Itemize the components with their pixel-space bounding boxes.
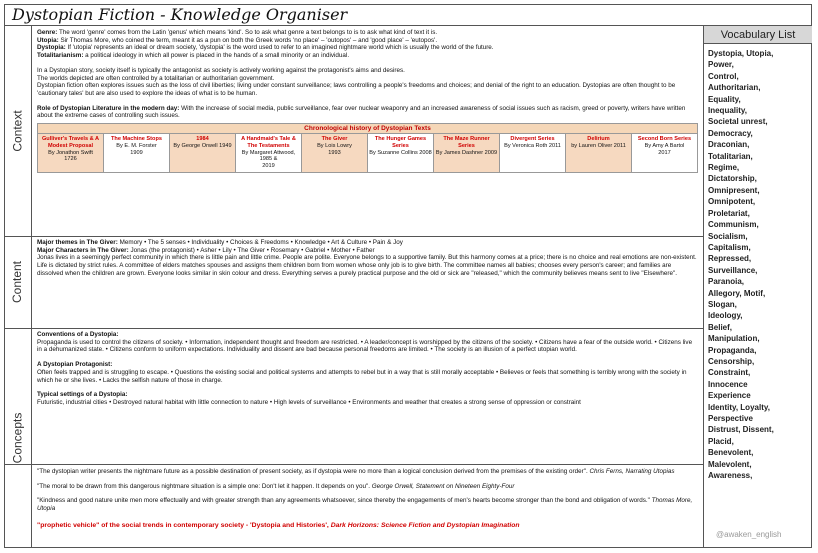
vocab-term: Experience [708, 391, 751, 401]
vocab-term: Paranoia, [708, 277, 745, 287]
timeline-item [38, 134, 104, 173]
vocab-term: Perspective [708, 414, 753, 423]
quote-orwell: "The moral to be drawn from this dangerous nightmare situation is a simple one: Don't let it happen. It depends on you". George Orwell, Statement on Nineteen Eighty-Four [37, 482, 515, 490]
settings-heading: Typical settings of a Dystopia: [37, 391, 128, 399]
vocab-term: Democracy, [708, 128, 753, 138]
vocab-term: Omnipresent, [708, 185, 760, 195]
vocab-term: Capitalism, [708, 242, 751, 252]
vocab-term: Placid, [708, 436, 734, 446]
vocab-term: Regime, [708, 163, 740, 173]
dystopia-para-2: The worlds depicted are often controlled by a totalitarian or authoritarian government. [37, 74, 275, 82]
vocab-term: Dystopia, Utopia, [708, 49, 774, 58]
quote-prophetic: "prophetic vehicle" of the social trends in contemporary society - 'Dystopia and Histories', Dark Horizons: Science Fiction and Dystopian Imagination [37, 521, 520, 529]
vocab-term: Omnipotent, [708, 197, 756, 207]
timeline-item [236, 134, 302, 173]
quote-more: "Kindness and good nature unite men more effectually and with greater strength than any agreements whatsoever, since thereby the engagements of men's hearts become stronger than the bond and obligation of words." Thomas More, Utopia [37, 497, 693, 513]
vocab-term: Awareness, [708, 471, 753, 481]
utopia-line: Utopia: Sir Thomas More, who coined the term, meant it as a pun on both the Greek words 'no place' – 'outopos' – and 'good place' – 'eutopos'. [37, 36, 438, 44]
timeline [37, 134, 698, 173]
characters-line: Major Characters in The Giver: Jonas (the protagonist) • Asher • Lily • The Giver • Rosemary • Gabriel • Mother • Father [37, 246, 375, 254]
vocab-term: Repressed, [708, 254, 752, 264]
timeline-title: Second Born Series [637, 136, 692, 143]
vocab-list [708, 48, 810, 481]
vocab-term: Benevolent, [708, 448, 754, 458]
quotes-section [32, 465, 703, 548]
vocab-term: Innocence [708, 379, 748, 389]
vocab-term: Censorship, [708, 356, 755, 366]
vocab-term: Belief, [708, 322, 733, 332]
vocab-term: Power, [708, 60, 734, 70]
timeline-item [500, 134, 566, 173]
timeline-year: 2019 [262, 163, 275, 170]
vocab-term: Equality, [708, 94, 741, 104]
vocab-term: Draconian, [708, 140, 750, 150]
totalitarianism-line: Totalitarianism: a political ideology in which all power is placed in the hands of a small minority or an individual. [37, 52, 350, 60]
vocab-term: Slogan, [708, 299, 737, 309]
timeline-author: By Suzanne Collins 2008 [369, 149, 432, 156]
page-title: Dystopian Fiction - Knowledge Organiser [4, 4, 704, 26]
timeline-author: By Jonathon Swift [48, 149, 93, 156]
genre-line: Genre: The word 'genre' comes from the Latin 'genus' which means 'kind'. So to ask what genre a text belongs to is to ask what kind of text it is. [37, 29, 438, 36]
concepts-label: Concepts [4, 328, 32, 548]
context-section [32, 26, 703, 236]
author-handle: @awaken_english [716, 530, 782, 539]
timeline-heading: Chronological history of Dystopian Texts [37, 123, 698, 134]
content-section [32, 236, 703, 328]
timeline-title: The Maze Runner Series [443, 136, 490, 149]
timeline-title: Delirium [587, 136, 610, 143]
conventions-text: Propaganda is used to control the citizens of society. • Information, independent thought and freedom are restricted. • A leader/concept is worshipped by the citizens of the society. • Citizens have a fear of the outside world. • Citizens live in a dehumanized state. • Citizens conform to uniform expectations. Individuality and dissent are bad because personal freedoms are limited. • The society is an illusion of a perfect utopian world. [37, 338, 693, 354]
vocab-term: Propaganda, [708, 345, 757, 355]
timeline-title: The Machine Stops [111, 136, 162, 143]
vocab-term: Manipulation, [708, 334, 760, 344]
vocab-term: Proletariat, [708, 208, 750, 218]
vocab-term: Authoritarian, [708, 83, 761, 93]
timeline-author: By Veronica Roth 2011 [504, 142, 561, 149]
timeline-item [434, 134, 500, 173]
timeline-item [170, 134, 236, 173]
context-label: Context [4, 26, 32, 236]
conventions-heading: Conventions of a Dystopia: [37, 331, 119, 338]
vocab-term: Distrust, Dissent, [708, 425, 774, 435]
timeline-title: 1984 [196, 136, 209, 143]
timeline-author: By James Dashner 2009 [435, 149, 498, 156]
timeline-title: Gulliver's Travels & A Modest Proposal [41, 136, 100, 149]
dystopia-para-3: Dystopian fiction often explores issues such as the loss of civil liberties; living under constant surveillance; laws controlling a people's freedoms and choices; and denial of the right to an education. Dystopias are often thought to be 'cautionary tales' but are also used to explore the ideas of what is to be human. [37, 82, 676, 97]
vocab-term: Ideology, [708, 311, 743, 321]
timeline-year: 1726 [64, 156, 77, 163]
timeline-item [302, 134, 368, 173]
timeline-author: By George Orwell 1949 [173, 142, 232, 149]
vocab-term: Malevolent, [708, 459, 752, 469]
giver-summary: Jonas lives in a seemingly perfect community in which there is little pain and little crime. People are polite. Everyone belongs to a supportive family. But this harmony comes at a price; there is no choice and real emotions are non-existent. Life is dictated by strict rules. A committee of elders matches spouses and assigns them children born from women whose only job is to give birth. The committee names all babies; chooses every person's career; and families are dissolved when the children are grown. Everyone looks similar in skin colour and dress. Everything serves a purely practical purpose and the old or sick are "released," which the community believes means sent to live "Elsewhere". [37, 254, 697, 277]
dystopia-line: Dystopia: If 'utopia' represents an ideal or dream society, 'dystopia' is the word used to refer to an imagined nightmare world which is usually the world of the future. [37, 44, 494, 52]
quote-ferns: "The dystopian writer presents the nightmare future as a possible destination of present society, as if dystopia were no more than a logical conclusion derived from the premises of the existing order". Chris Ferns, Narrating Utopias [37, 468, 675, 475]
vocab-term: Societal unrest, [708, 117, 768, 127]
timeline-author: By Margaret Attwood, 1985 & [241, 149, 296, 163]
vocab-term: Inequality, [708, 106, 747, 116]
timeline-author: By E. M. Forster [116, 142, 157, 149]
vocab-term: Identity, Loyalty, [708, 402, 770, 412]
dystopia-para-1: In a Dystopian story, society itself is typically the antagonist as society is actively working against the protagonist's aims and desires. [37, 66, 405, 74]
vocab-term: Surveillance, [708, 265, 758, 275]
vocab-heading: Vocabulary List [704, 26, 812, 44]
timeline-title: Divergent Series [510, 136, 555, 143]
timeline-author: By Amy A Bartol [644, 142, 685, 149]
role-line: Role of Dystopian Literature in the modern day: With the increase of social media, public surveillance, fear over nuclear weaponry and an increased awareness of social issues such as racism, greed or poverty, writers have written about the extreme cases of controlling such issues. [37, 104, 686, 120]
themes-line: Major themes in The Giver: Memory • The 5 senses • Individuality • Choices & Freedoms • Knowledge • Art & Culture • Pain & Joy [37, 239, 403, 246]
vocab-term: Constraint, [708, 368, 751, 378]
timeline-year: 1909 [130, 149, 143, 156]
vocab-term: Control, [708, 71, 739, 81]
timeline-year: 1993 [328, 149, 341, 156]
timeline-item [104, 134, 170, 173]
vocab-term: Communism, [708, 220, 759, 230]
timeline-author: By Lois Lowry [317, 142, 352, 149]
timeline-title: The Hunger Games Series [374, 136, 427, 149]
timeline-item [632, 134, 698, 173]
timeline-title: The Giver [321, 136, 348, 143]
vocab-top-spacer [704, 4, 812, 26]
vocab-term: Socialism, [708, 231, 748, 241]
main-column [4, 26, 704, 548]
vocab-term: Totalitarian, [708, 151, 753, 161]
settings-text: Futuristic, industrial cities • Destroyed natural habitat with little connection to nature • High levels of surveillance • Environments and weather that creates a strong sense of oppression or constraint [37, 398, 581, 406]
vocab-term: Dictatorship, [708, 174, 757, 184]
protagonist-text: Often feels trapped and is struggling to escape. • Questions the existing social and political systems and attempts to rebel but in a way that is still morally acceptable • Believes or feels that something is terribly wrong with the society in which he or she lives. • Lacks the selfish nature of those in charge. [37, 368, 687, 384]
vocab-term: Allegory, Motif, [708, 288, 766, 298]
timeline-title: A Handmaid's Tale & The Testaments [241, 136, 296, 149]
protagonist-heading: A Dystopian Protagonist: [37, 361, 113, 369]
timeline-item [368, 134, 434, 173]
timeline-author: by Lauren Oliver 2011 [571, 142, 626, 149]
timeline-year: 2017 [658, 149, 671, 156]
timeline-item [566, 134, 632, 173]
content-label: Content [4, 236, 32, 328]
